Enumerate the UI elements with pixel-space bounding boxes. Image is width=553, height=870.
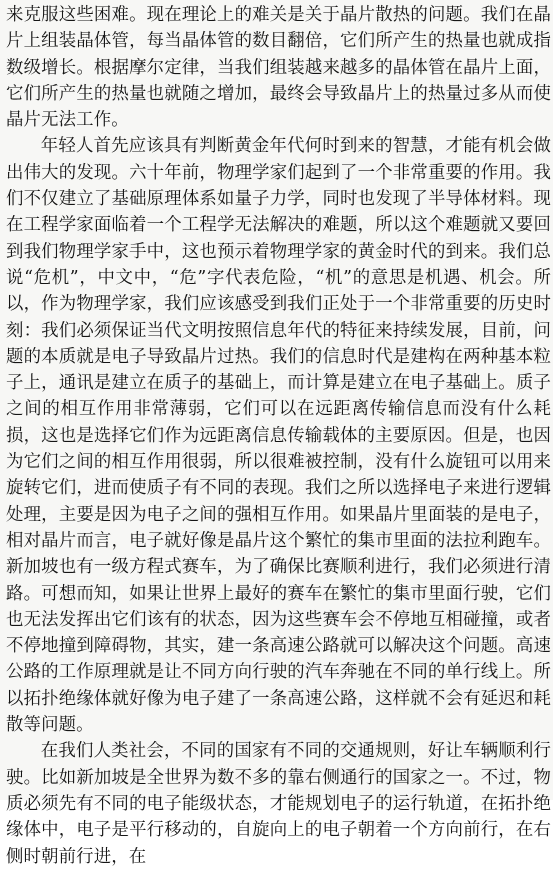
paragraph-3: 在我们人类社会，不同的国家有不同的交通规则，好让车辆顺利行驶。比如新加坡是全世界为数不多的靠右侧通行的国家之一。不过，物质必须先有不同的电子能级状态，才能规划电子的运行轨道，在拓扑绝缘体中，电子是平行移动的，自旋向上的电子朝着一个方向前行，在右侧时朝前行进，在 bbox=[6, 741, 551, 867]
article-body bbox=[6, 2, 551, 870]
paragraph-1: 来克服这些困难。现在理论上的难关是关于晶片散热的问题。我们在晶片上组装晶体管，每当晶体管的数目翻倍，它们所产生的热量也就成指数级增长。根据摩尔定律，当我们组装越来越多的晶体管在晶片上面，它们所产生的热量也就随之增加，最终会导致晶片上的热量过多从而使晶片无法工作。 bbox=[6, 5, 551, 131]
paragraph-2: 年轻人首先应该具有判断黄金年代何时到来的智慧，才能有机会做出伟大的发现。六十年前，物理学家们起到了一个非常重要的作用。我们不仅建立了基础原理体系如量子力学，同时也发现了半导体材料。现在工程学家面临着一个工程学无法解决的难题，所以这个难题就又要回到我们物理学家手中，这也预示着物理学家的黄金时代的到来。我们总说“危机”，中文中，“危”字代表危险，“机”的意思是机遇、机会。所以，作为物理学家，我们应该感受到我们正处于一个非常重要的历史时刻：我们必须保证当代文明按照信息年代的特征来持续发展，目前，问题的本质就是电子导致晶片过热。我们的信息时代是建构在两种基本粒子上，通讯是建立在质子的基础上，而计算是建立在电子基础上。质子之间的相互作用非常薄弱，它们可以在远距离传输信息而没有什么耗损，这也是选择它们作为远距离信息传输载体的主要原因。但是，也因为它们之间的相互作用很弱，所以很难被控制，没有什么旋钮可以用来旋转它们，进而使质子有不同的表现。我们之所以选择电子来进行逻辑处理，主要是因为电子之间的强相互作用。如果晶片里面装的是电子，相对晶片而言，电子就好像是晶片这个繁忙的集市里面的法拉利跑车。新加坡也有一级方程式赛车，为了确保比赛顺利进行，我们必须进行清路。可想而知，如果让世界上最好的赛车在繁忙的集市里面行驶，它们也无法发挥出它们该有的状态，因为这些赛车会不停地互相碰撞，或者不停地撞到障碍物，其实，建一条高速公路就可以解决这个问题。高速公路的工作原理就是让不同方向行驶的汽车奔驰在不同的单行线上。所以拓扑绝缘体就好像为电子建了一条高速公路，这样就不会有延迟和耗散等问题。 bbox=[6, 136, 551, 736]
